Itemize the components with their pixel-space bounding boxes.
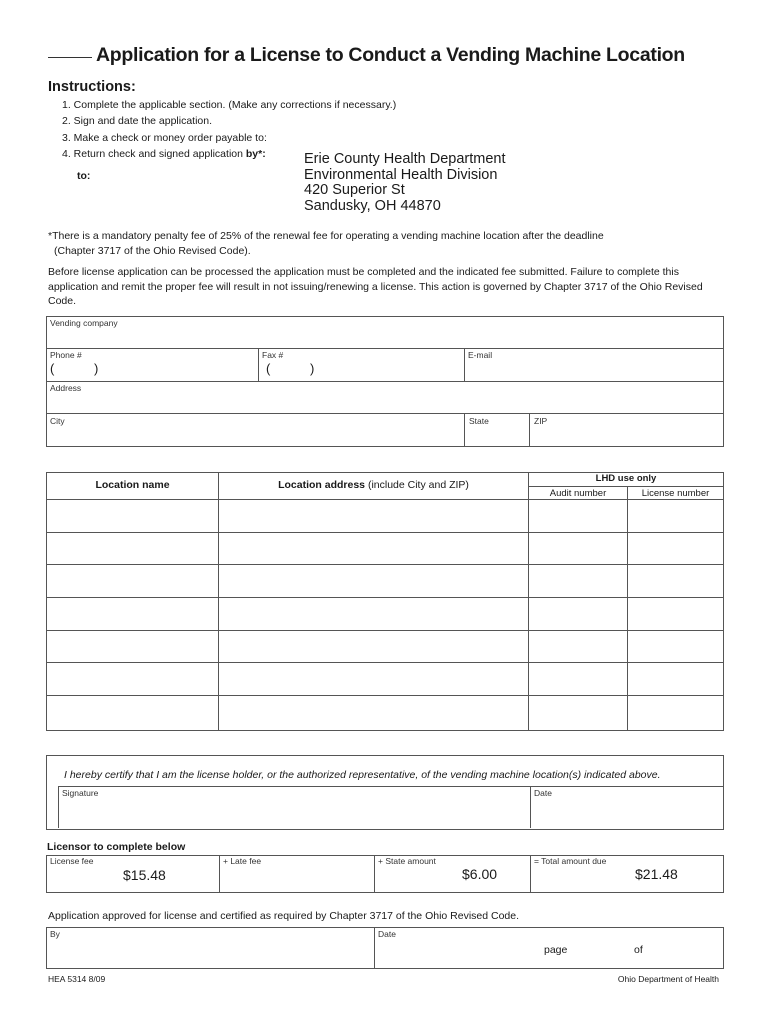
field-label: City	[50, 416, 65, 426]
field-label: Date	[378, 929, 396, 939]
field-label: Fax #	[262, 350, 284, 360]
fax-field[interactable]	[259, 349, 464, 381]
header-rest: (include City and ZIP)	[365, 479, 469, 491]
lhd-use-only-heading: LHD use only	[595, 473, 657, 484]
column-header-location-address	[219, 479, 528, 491]
field-label: ZIP	[534, 416, 548, 426]
header-bold: Location address	[278, 479, 366, 491]
city-field[interactable]	[47, 414, 464, 445]
column-header-location-name: Location name	[95, 479, 170, 491]
licensor-heading: Licensor to complete below	[47, 841, 186, 853]
page-label: page	[544, 944, 568, 956]
instruction-item: 2. Sign and date the application.	[62, 115, 213, 128]
license-fee-value: $15.48	[123, 867, 166, 883]
table-row[interactable]	[47, 663, 722, 695]
address-line: Sandusky, OH 44870	[304, 197, 441, 214]
footer-department: Ohio Department of Health	[617, 974, 719, 984]
penalty-note	[48, 229, 728, 258]
penalty-note-line: *There is a mandatory penalty fee of 25% of the renewal fee for operating a vending machine location after the deadline	[48, 230, 604, 242]
paren-open: (	[266, 361, 271, 376]
certification-statement: I hereby certify that I am the license holder, or the authorized representative, of the vending machine location(s) indicated above.	[64, 769, 661, 781]
instructions-heading: Instructions:	[48, 79, 136, 95]
paren-open: (	[50, 361, 55, 376]
field-label: = Total amount due	[534, 856, 607, 866]
email-field[interactable]	[465, 349, 722, 381]
column-header-audit-number: Audit number	[549, 488, 607, 499]
certification-date-field[interactable]	[531, 787, 722, 828]
mailing-address	[304, 152, 506, 214]
paren-close: )	[310, 361, 315, 376]
address-line: Erie County Health Department	[304, 151, 506, 167]
total-amount-due-field[interactable]	[531, 856, 722, 891]
field-label: License fee	[50, 856, 94, 866]
instructions-paragraph: Before license application can be processed the application must be completed and the indicated fee submitted. Failure to complete this application and remit the proper fee will result in not issuing/renewing a license. This action is governed by Chapter 3717 of the Ohio Revised Code.	[48, 266, 703, 307]
approved-by-field[interactable]	[47, 928, 374, 967]
zip-field[interactable]	[530, 414, 722, 445]
signature-field[interactable]	[59, 787, 530, 828]
instruction-item-text: 4. Return check and signed application	[62, 147, 246, 160]
paren-close: )	[94, 361, 99, 376]
field-label: + State amount	[378, 856, 436, 866]
penalty-note-line: (Chapter 3717 of the Ohio Revised Code).	[54, 244, 251, 257]
field-label: E-mail	[468, 350, 493, 360]
instruction-item-bold: by*:	[245, 147, 266, 160]
approval-statement: Application approved for license and certified as required by Chapter 3717 of the Ohio Revised Code.	[48, 910, 520, 922]
late-fee-field[interactable]	[220, 856, 374, 891]
state-amount-field[interactable]	[375, 856, 530, 891]
title-blank-line[interactable]	[48, 57, 92, 58]
table-row[interactable]	[47, 696, 722, 729]
field-label: State	[469, 416, 489, 426]
field-label: + Late fee	[223, 856, 262, 866]
address-line: Environmental Health Division	[304, 166, 498, 183]
phone-field[interactable]	[47, 349, 258, 381]
to-label: to:	[77, 170, 91, 182]
vending-company-field[interactable]	[47, 317, 722, 348]
field-label: Signature	[62, 788, 99, 798]
table-row[interactable]	[47, 533, 722, 564]
divider	[528, 486, 723, 487]
field-label: Date	[534, 788, 552, 798]
state-amount-value: $6.00	[462, 866, 498, 882]
state-field[interactable]	[465, 414, 529, 445]
instruction-item: 1. Complete the applicable section. (Make any corrections if necessary.)	[62, 99, 397, 111]
form-id: HEA 5314 8/09	[48, 974, 106, 984]
total-amount-value: $21.48	[635, 866, 678, 882]
field-label: Vending company	[50, 318, 118, 328]
table-row[interactable]	[47, 565, 722, 597]
address-field[interactable]	[47, 382, 722, 413]
table-row[interactable]	[47, 500, 722, 532]
license-fee-field[interactable]	[47, 856, 219, 891]
column-header-license-number: License number	[641, 488, 710, 499]
page-title	[48, 44, 685, 67]
field-label: Address	[50, 383, 82, 393]
field-label: Phone #	[50, 350, 82, 360]
title-text: Application for a License to Conduct a Vending Machine Location	[96, 44, 685, 66]
field-label: By	[50, 929, 60, 939]
table-row[interactable]	[47, 631, 722, 662]
of-label: of	[634, 944, 643, 956]
approval-date-field[interactable]	[375, 928, 722, 967]
instruction-item: 3. Make a check or money order payable to:	[62, 131, 267, 144]
address-line: 420 Superior St	[304, 182, 405, 198]
table-row[interactable]	[47, 598, 722, 630]
